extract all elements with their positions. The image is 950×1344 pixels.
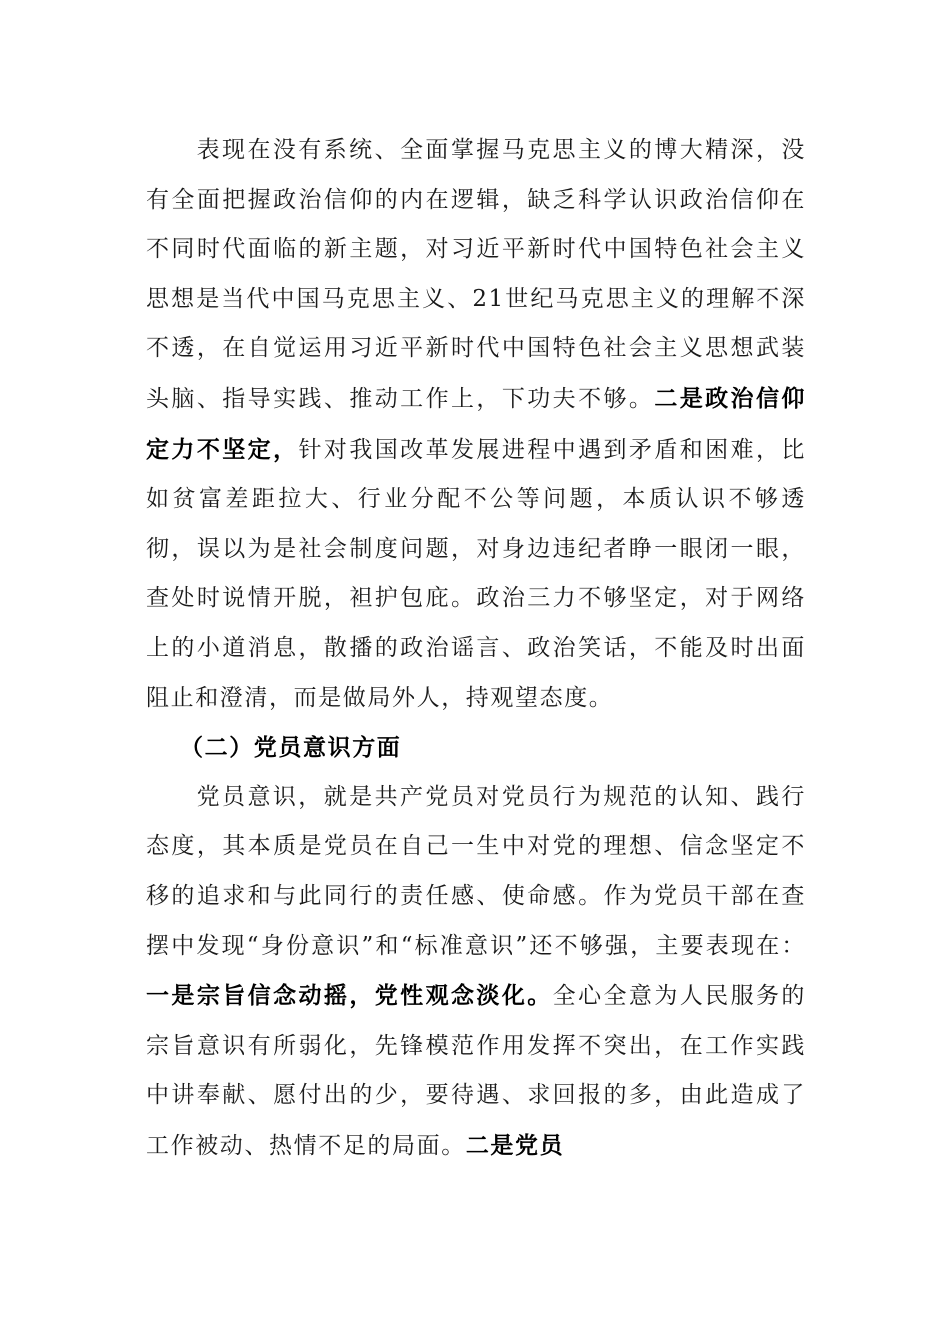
paragraph-text: 针对我国改革发展进程中遇到矛盾和困难，比如贫富差距拉大、行业分配不公等问题，本质认识不够透彻，误以为是社会制度问题，对身边违纪者睁一眼闭一眼，查处时说情开脱，袒护包庇。政治三力不够坚定，对于网络上的小道消息，散播的政治谣言、政治笑话，不能及时出面阻止和澄清，而是做局外人，持观望态度。 <box>146 436 806 711</box>
paragraph-text: 表现在没有系统、全面掌握马克思主义的博大精深，没有全面把握政治信仰的内在逻辑，缺乏科学认识政治信仰在不同时代面临的新主题，对习近平新时代中国特色社会主义思想是当代中国马克思主义、21世纪马克思主义的理解不深不透，在自觉运用习近平新时代中国特色社会主义思想武装头脑、指导实践、推动工作上，下功夫不够。 <box>146 137 806 412</box>
paragraph-party-awareness <box>146 773 806 1172</box>
bold-point-one: 一是宗旨信念动摇，党性观念淡化。 <box>146 982 553 1010</box>
section-heading: （二）党员意识方面 <box>180 734 402 762</box>
document-page <box>146 126 806 1171</box>
bold-point-two: 二是政治信仰定力不坚定， <box>146 384 806 463</box>
paragraph-political-belief <box>146 126 806 723</box>
paragraph-text: 党员意识，就是共产党员对党员行为规范的认知、践行态度，其本质是党员在自己一生中对党的理想、信念坚定不移的追求和与此同行的责任感、使命感。作为党员干部在查摆中发现“身份意识”和“标准意识”还不够强，主要表现在： <box>146 783 806 959</box>
paragraph-text: 全心全意为人民服务的宗旨意识有所弱化，先锋模范作用发挥不突出，在工作实践中讲奉献、愿付出的少，要待遇、求回报的多，由此造成了工作被动、热情不足的局面。 <box>146 983 806 1159</box>
bold-point-two: 二是党员 <box>465 1131 565 1159</box>
